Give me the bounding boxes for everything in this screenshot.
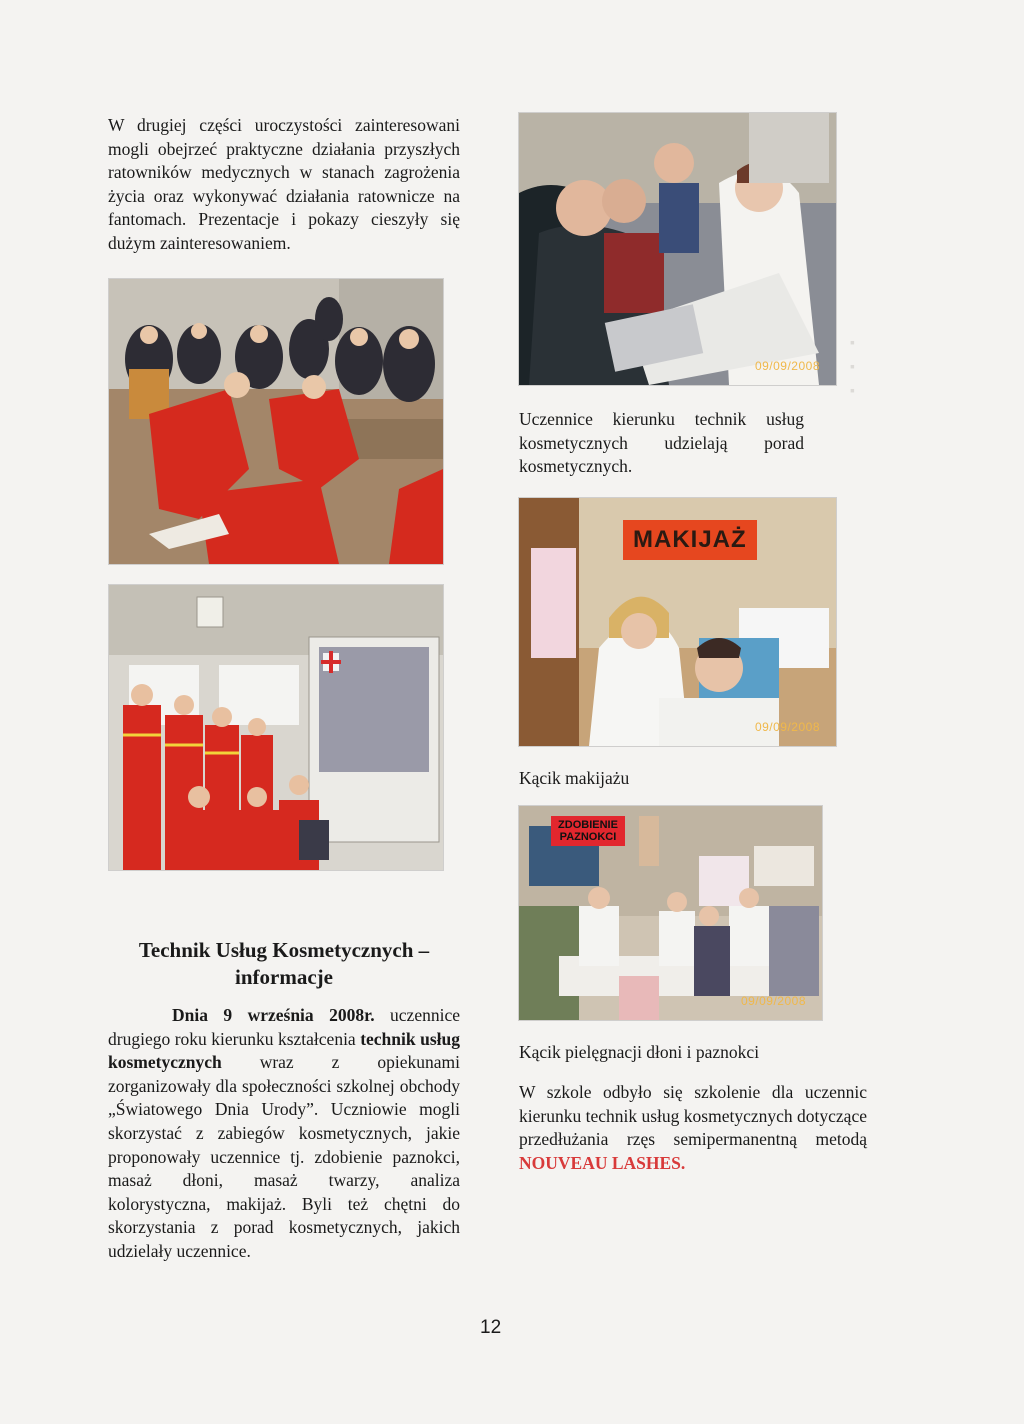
paragraph-text-1: uczennice drugiego roku kierunku kształcenia [108, 1005, 460, 1049]
first-aid-demo-image [109, 279, 443, 564]
makeup-sign: MAKIJAŻ [623, 520, 757, 560]
caption-cosmetic-advice [519, 408, 804, 479]
photo-makeup-corner [519, 498, 836, 746]
program-name: technik usług kosmetycznych [108, 1028, 460, 1073]
caption-3-text: Kącik pielęgnacji dłoni i paznokci [519, 1042, 760, 1062]
lashes-paragraph [519, 1081, 867, 1175]
photo-date-stamp-2: 09/09/2008 [754, 720, 820, 734]
bleed-through-text: ▪ ▪ ▪ [850, 334, 855, 398]
lashes-method-name: NOUVEAU LASHES. [519, 1152, 686, 1173]
intro-text: W drugiej części uroczystości zainteresowani mogli obejrzeć praktyczne działania przyszłych ratowników medycznych w stanach zagrożenia życia oraz wykonywać działania ratownicze na fantomach. Prezentacje i pokazy cieszyły się dużym zainteresowaniem. [108, 115, 460, 253]
caption-nail-care [519, 1041, 819, 1065]
beauty-day-paragraph [108, 1004, 460, 1264]
paragraph-text-2: wraz z opiekunami zorganizowały dla społeczności szkolnej obchody „Światowego Dnia Urody”. Uczniowie mogli skorzystać z zabiegów kosmetycznych, jakie proponowały uczennice tj. zdobienie paznokci, masaż dłoni, masaż twarzy, analiza kolorystyczna, makijaż. Byli też chętni do skorzystania z porad kosmetycznych, jakich udzielały uczennice. [108, 1052, 460, 1261]
photo-first-aid-demo [109, 279, 443, 564]
photo-date-stamp: 09/09/2008 [754, 359, 820, 373]
caption-2-text: Kącik makijażu [519, 768, 630, 788]
page-number: 12 [480, 1317, 502, 1338]
photo-cosmetic-advice [519, 113, 836, 385]
paramedic-group-image [109, 585, 443, 870]
heading-line-2: informacje [235, 965, 333, 989]
cosmetic-advice-image [519, 113, 836, 385]
caption-makeup-corner [519, 767, 804, 791]
event-date: Dnia 9 września 2008r. [172, 1005, 375, 1025]
lashes-text: W szkole odbyło się szkolenie dla uczennic kierunku technik usług kosmetycznych dotyczące przedłużania rzęs semipermanentną metodą [519, 1082, 867, 1150]
caption-1-text: Uczennice kierunku technik usług kosmetycznych udzielają porad kosmetycznych. [519, 409, 804, 477]
nail-sign: ZDOBIENIE PAZNOKCI [551, 816, 625, 846]
section-heading [108, 937, 460, 991]
heading-line-1: Technik Usług Kosmetycznych – [138, 938, 430, 962]
photo-paramedic-group [109, 585, 443, 870]
photo-nail-care-corner [519, 806, 822, 1020]
intro-paragraph [108, 114, 460, 256]
photo-date-stamp-3: 09/09/2008 [740, 994, 806, 1008]
